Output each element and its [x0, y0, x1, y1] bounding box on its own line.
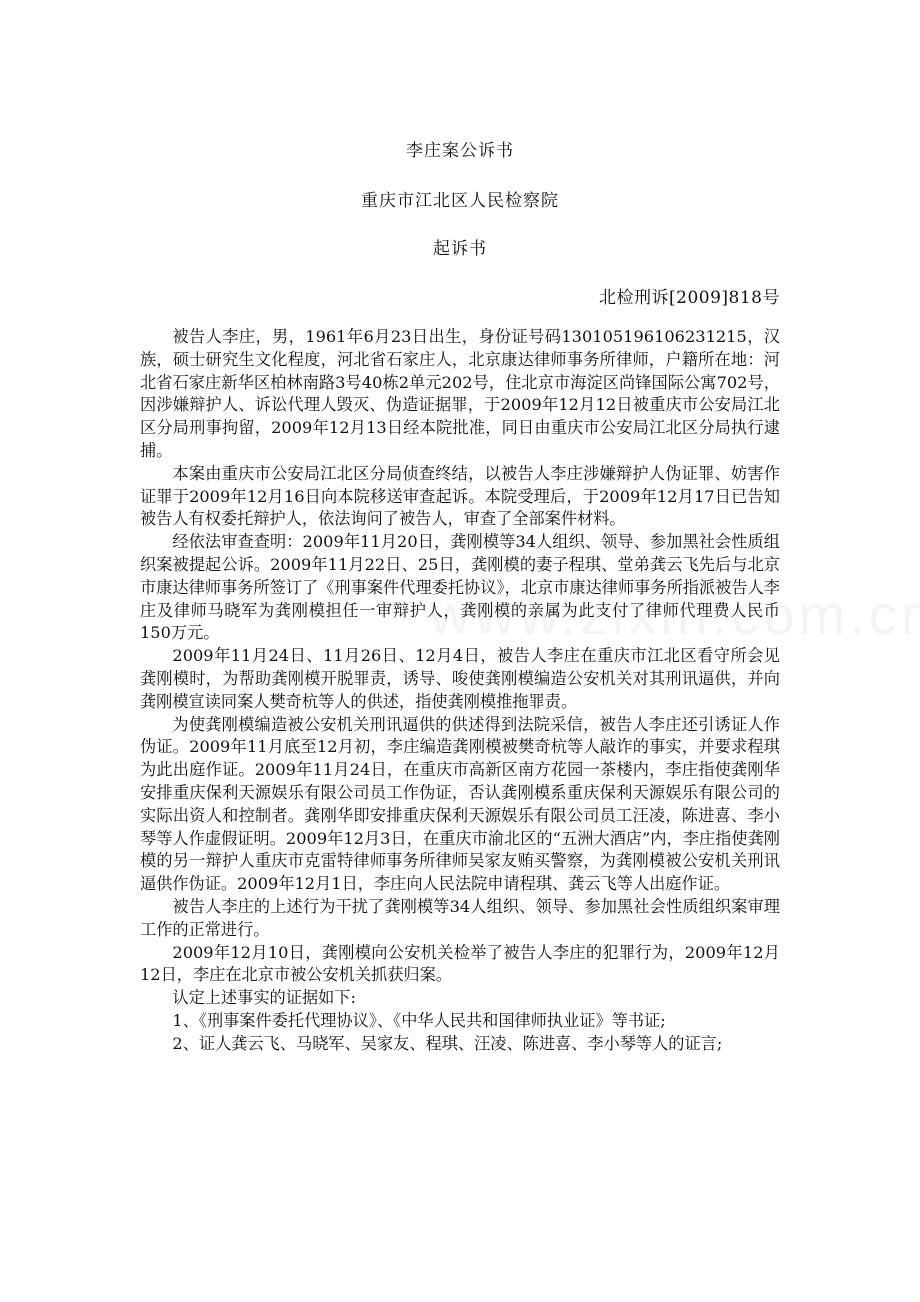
- paragraph: 1、《刑事案件委托代理协议》、《中华人民共和国律师执业证》等书证;: [172, 1010, 666, 1030]
- paragraph: 被告人李庄的上述行为干扰了龚刚模等34人组织、领导、参加黑社会性质组织案审理工作的正常进行。: [140, 896, 780, 939]
- document-body: [140, 326, 780, 1056]
- paragraph: 本案由重庆市公安局江北区分局侦查终结，以被告人李庄涉嫌辩护人伪证罪、妨害作证罪于2009年12月16日向本院移送审查起诉。本院受理后，于2009年12月17日已告知被告人有权委托辩护人，依法询问了被告人，审查了全部案件材料。: [140, 463, 780, 529]
- paragraph: 2、证人龚云飞、马晓军、吴家友、程琪、汪凌、陈进喜、李小琴等人的证言;: [172, 1033, 723, 1053]
- paragraph: 为使龚刚模编造被公安机关刑讯逼供的供述得到法院采信，被告人李庄还引诱证人作伪证。2009年11月底至12月初，李庄编造龚刚模被樊奇杭等人敲诈的事实，并要求程琪为此出庭作证。2009年11月24日，在重庆市高新区南方花园一茶楼内，李庄指使龚刚华安排重庆保利天源娱乐有限公司员工作伪证，否认龚刚模系重庆保利天源娱乐有限公司的实际出资人和控制者。龚刚华即安排重庆保利天源娱乐有限公司员工汪凌，陈进喜、李小琴等人作虚假证明。2009年12月3日，在重庆市渝北区的“五洲大酒店”内，李庄指使龚刚模的另一辩护人重庆市克雷特律师事务所律师吴家友贿买警察，为龚刚模被公安机关刑讯逼供作伪证。2009年12月1日，李庄向人民法院申请程琪、龚云飞等人出庭作证。: [140, 714, 780, 894]
- paragraph: 被告人李庄，男，1961年6月23日出生，身份证号码130105196106231215，汉族，硕士研究生文化程度，河北省石家庄人，北京康达律师事务所律师，户籍所在地：河北省石家庄新华区柏林南路3号40栋2单元202号，住北京市海淀区尚锋国际公寓702号，因涉嫌辩护人、诉讼代理人毁灭、伪造证据罪，于2009年12月12日被重庆市公安局江北区分局刑事拘留，2009年12月13日经本院批准，同日由重庆市公安局江北区分局执行逮捕。: [140, 327, 780, 460]
- document-title: 李庄案公诉书: [406, 141, 514, 161]
- paragraph: 认定上述事实的证据如下:: [172, 988, 356, 1008]
- document-number: 北检刑诉[2009]818号: [599, 288, 780, 308]
- paragraph: 2009年11月24日、11月26日、12月4日，被告人李庄在重庆市江北区看守所会见龚刚模时，为帮助龚刚模开脱罪责，诱导、唆使龚刚模编造公安机关对其刑讯逼供，并向龚刚模宣读同案人樊奇杭等人的供述，指使龚刚模推拖罪责。: [140, 646, 780, 711]
- paragraph: 2009年12月10日，龚刚模向公安机关检举了被告人李庄的犯罪行为，2009年12月12日，李庄在北京市被公安机关抓获归案。: [140, 942, 780, 985]
- document-type: 起诉书: [433, 239, 487, 259]
- organization-name: 重庆市江北区人民检察院: [361, 191, 559, 211]
- paragraph: 经依法审查查明：2009年11月20日，龚刚模等34人组织、领导、参加黑社会性质组织案被提起公诉。2009年11月22日、25日，龚刚模的妻子程琪、堂弟龚云飞先后与北京市康达律师事务所签订了《刑事案件代理委托协议》，北京市康达律师事务所指派被告人李庄及律师马晓军为龚刚模担任一审辩护人，龚刚模的亲属为此支付了律师代理费人民币150万元。: [140, 532, 780, 643]
